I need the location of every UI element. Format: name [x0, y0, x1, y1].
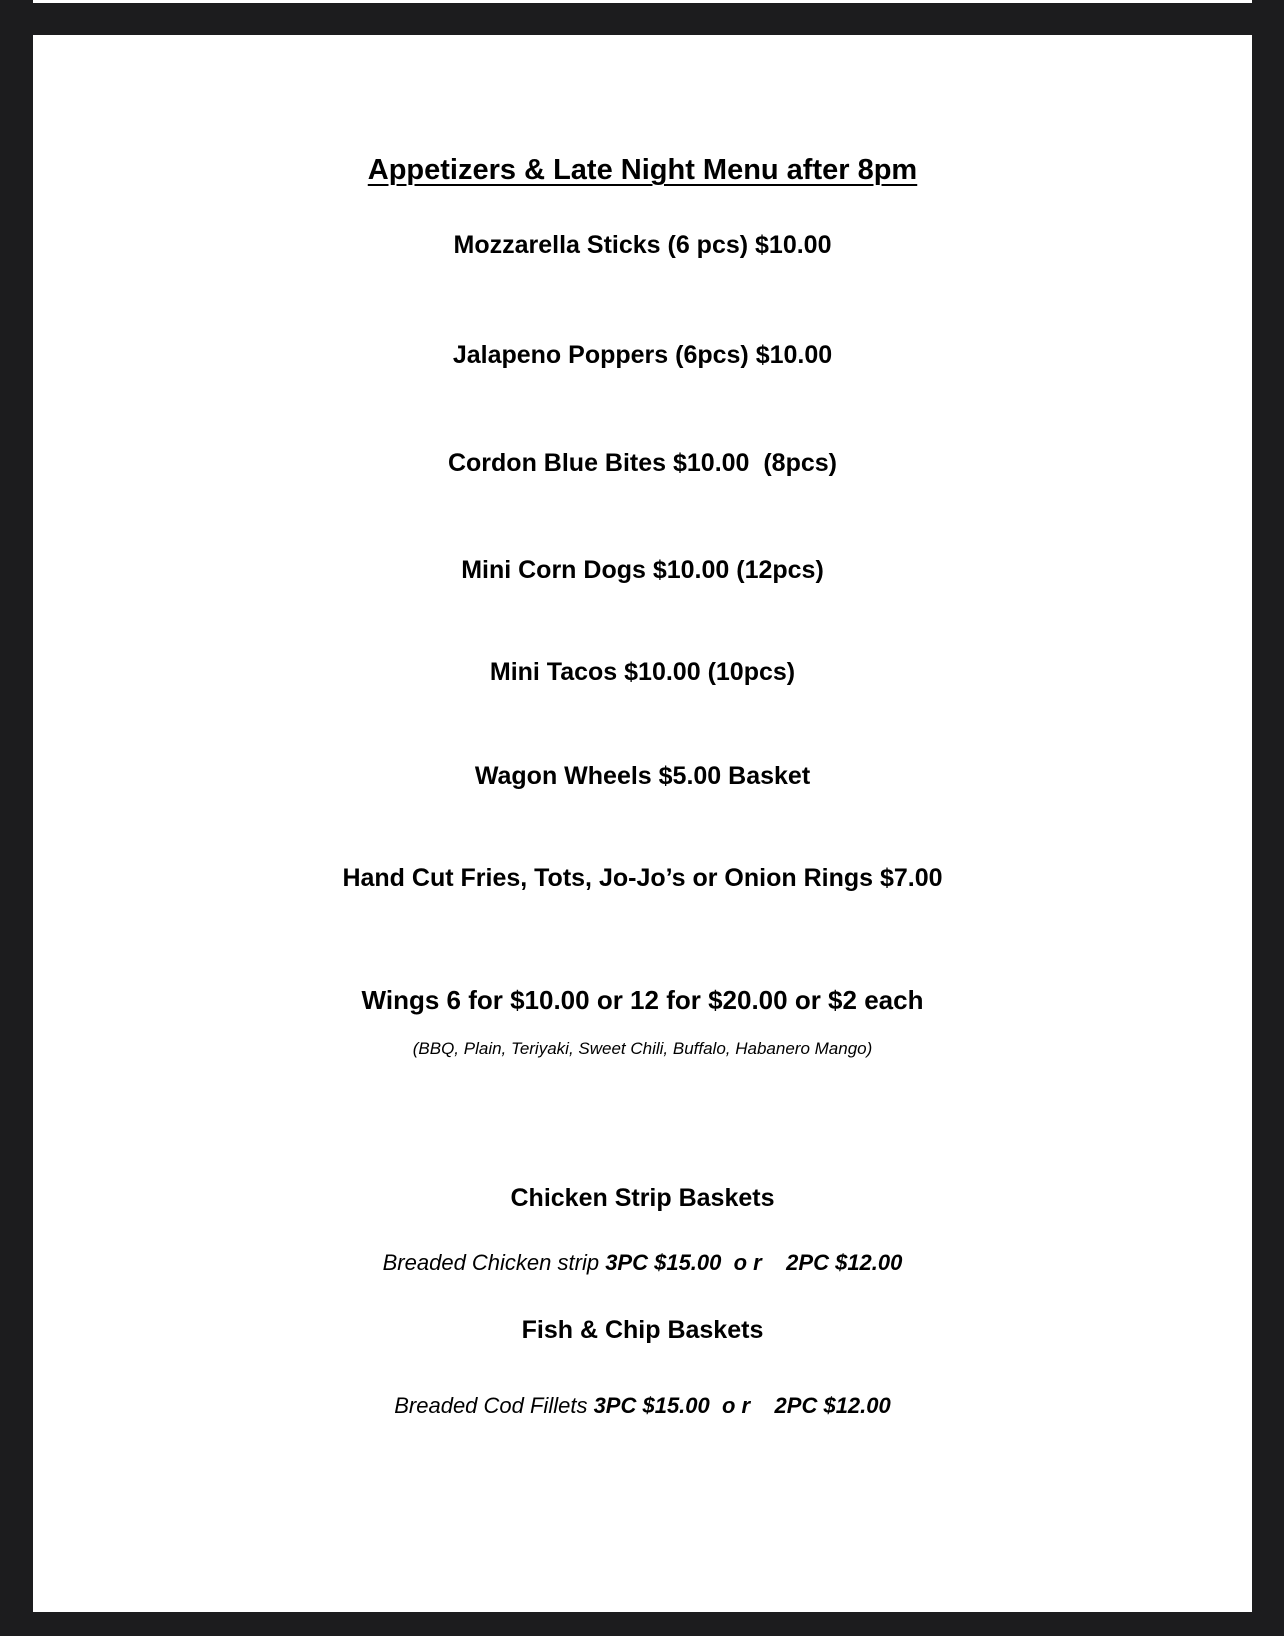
fish-chip-price: 3PC $15.00 o r 2PC $12.00: [593, 1393, 891, 1418]
menu-item-wagon-wheels: Wagon Wheels $5.00 Basket: [474, 762, 811, 790]
chicken-strip-line: [33, 1252, 1252, 1274]
menu-item-wings: Wings 6 for $10.00 or 12 for $20.00 or $2 each: [361, 985, 924, 1015]
menu-item-fries-tots: Hand Cut Fries, Tots, Jo-Jo’s or Onion Rings $7.00: [342, 864, 943, 892]
menu-page: [33, 35, 1252, 1612]
chicken-strip-price: 3PC $15.00 o r 2PC $12.00: [605, 1250, 903, 1275]
fish-chip-heading: Fish & Chip Baskets: [521, 1316, 764, 1344]
fish-chip-line: [33, 1395, 1252, 1417]
menu-item-mini-corn-dogs: Mini Corn Dogs $10.00 (12pcs): [461, 556, 824, 584]
menu-item-mozzarella-sticks: Mozzarella Sticks (6 pcs) $10.00: [453, 231, 832, 259]
top-page-edge: [33, 0, 1252, 3]
chicken-strip-heading: Chicken Strip Baskets: [510, 1184, 775, 1212]
menu-item-jalapeno-poppers: Jalapeno Poppers (6pcs) $10.00: [452, 341, 833, 369]
chicken-strip-desc: Breaded Chicken strip: [382, 1250, 606, 1275]
menu-title: Appetizers & Late Night Menu after 8pm: [367, 154, 918, 186]
menu-item-cordon-blue-bites: Cordon Blue Bites $10.00 (8pcs): [447, 449, 837, 477]
fish-chip-desc: Breaded Cod Fillets: [394, 1393, 594, 1418]
menu-item-mini-tacos: Mini Tacos $10.00 (10pcs): [489, 658, 796, 686]
wings-flavors: (BBQ, Plain, Teriyaki, Sweet Chili, Buffalo, Habanero Mango): [412, 1039, 873, 1058]
